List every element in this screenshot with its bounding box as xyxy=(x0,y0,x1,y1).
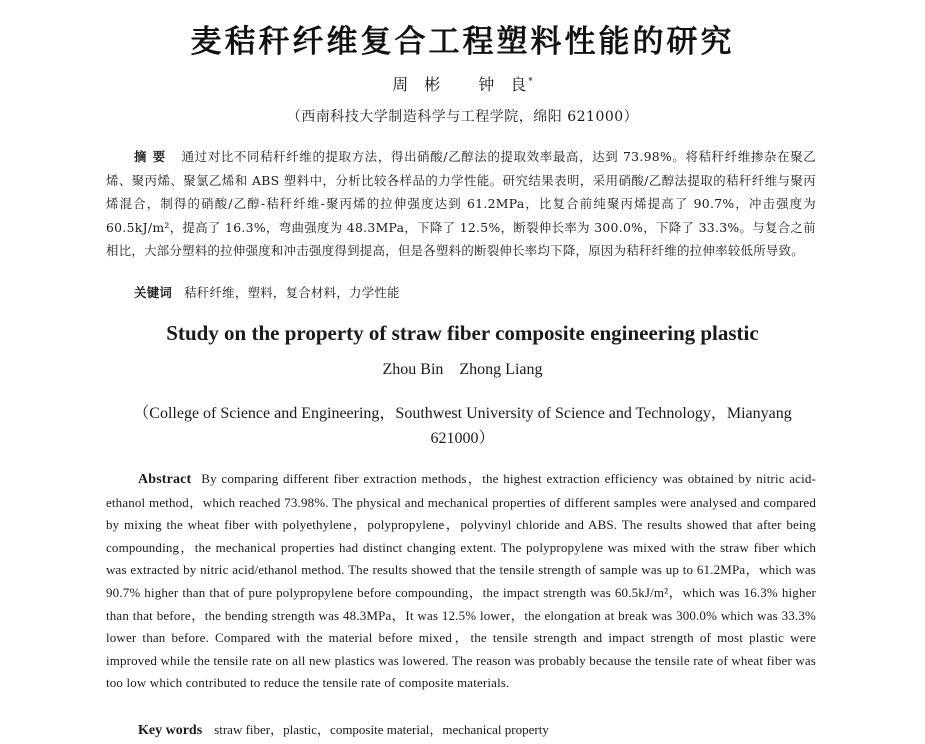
chinese-abstract-label: 摘要 xyxy=(134,149,172,164)
english-authors xyxy=(0,361,925,379)
english-abstract-text: By comparing different fiber extraction methods，the highest extraction efficiency was obtained by nitric acid-ethanol method，which reached 73.98%. The physical and mechanical properties of different samples were analysed and compared by mixing the wheat fiber with polyethylene，polypropylene，polyvinyl chloride and ABS. The results showed that after being compounding，the mechanical properties had distinct changing extent. The polypropylene was mixed with the straw fiber which was extracted by nitric acid/ethanol method. The results showed that the tensile strength of sample was up to 61.2MPa，which was 90.7% higher than that of pure polypropylene before compounding，the impact strength was 60.5kJ/m²，which was 16.3% higher than that before，the bending strength was 48.3MPa，It was 12.5% lower，the elongation at break was 300.0% which was 33.3% lower than before. Compared with the material before mixed，the tensile strength and impact strength of most plastic were improved while the tensile rate on all new plastics was lowered. The reason was probably because the tensile rate of wheat fiber was too low which contributed to reduce the tensile rate of composite materials. xyxy=(106,471,816,691)
english-abstract-label: Abstract xyxy=(138,472,192,487)
chinese-abstract-text: 通过对比不同秸秆纤维的提取方法，得出硝酸/乙醇法的提取效率最高，达到 73.98%。将秸秆纤维掺杂在聚乙烯、聚丙烯、聚氯乙烯和 ABS 塑料中，分析比较各样品的力学性能。研究结果表明，采用硝酸/乙醇法提取的秸秆纤维与聚丙烯混合，制得的硝酸/乙醇-秸秆纤维-聚丙烯的拉伸强度达到 61.2MPa，比复合前纯聚丙烯提高了 90.7%，冲击强度为 60.5kJ/m²，提高了 16.3%，弯曲强度为 48.3MPa，下降了 12.5%，断裂伸长率为 300.0%，下降了 33.3%。与复合之前相比，大部分塑料的拉伸强度和冲击强度得到提高，但是各塑料的断裂伸长率均下降，原因为秸秆纤维的拉伸率较低所导致。 xyxy=(106,149,816,259)
author-1-en: Zhou Bin xyxy=(382,361,444,378)
chinese-abstract xyxy=(106,145,816,263)
english-affiliation: （College of Science and Engineering，Southwest University of Science and Technology，Mianyang 621000） xyxy=(133,405,792,447)
author-2-en: Zhong Liang xyxy=(459,361,543,378)
english-abstract xyxy=(106,468,816,695)
chinese-authors xyxy=(0,72,925,95)
chinese-keywords-label: 关键词 xyxy=(134,285,173,300)
english-keywords-text: straw fiber，plastic，composite material，mechanical property xyxy=(214,722,549,737)
author-1-zh: 周 彬 xyxy=(392,75,441,94)
chinese-affiliation: （西南科技大学制造科学与工程学院，绵阳 621000） xyxy=(286,109,639,125)
english-keywords xyxy=(138,719,549,739)
chinese-keywords xyxy=(134,283,400,301)
english-keywords-label: Key words xyxy=(138,723,203,738)
chinese-keywords-text: 秸秆纤维，塑料，复合材料，力学性能 xyxy=(184,285,400,300)
author-2-zh: 钟 良 xyxy=(478,75,527,94)
chinese-title: 麦秸秆纤维复合工程塑料性能的研究 xyxy=(190,24,735,60)
corresponding-author-mark: * xyxy=(528,76,533,87)
english-title: Study on the property of straw fiber composite engineering plastic xyxy=(166,321,759,345)
